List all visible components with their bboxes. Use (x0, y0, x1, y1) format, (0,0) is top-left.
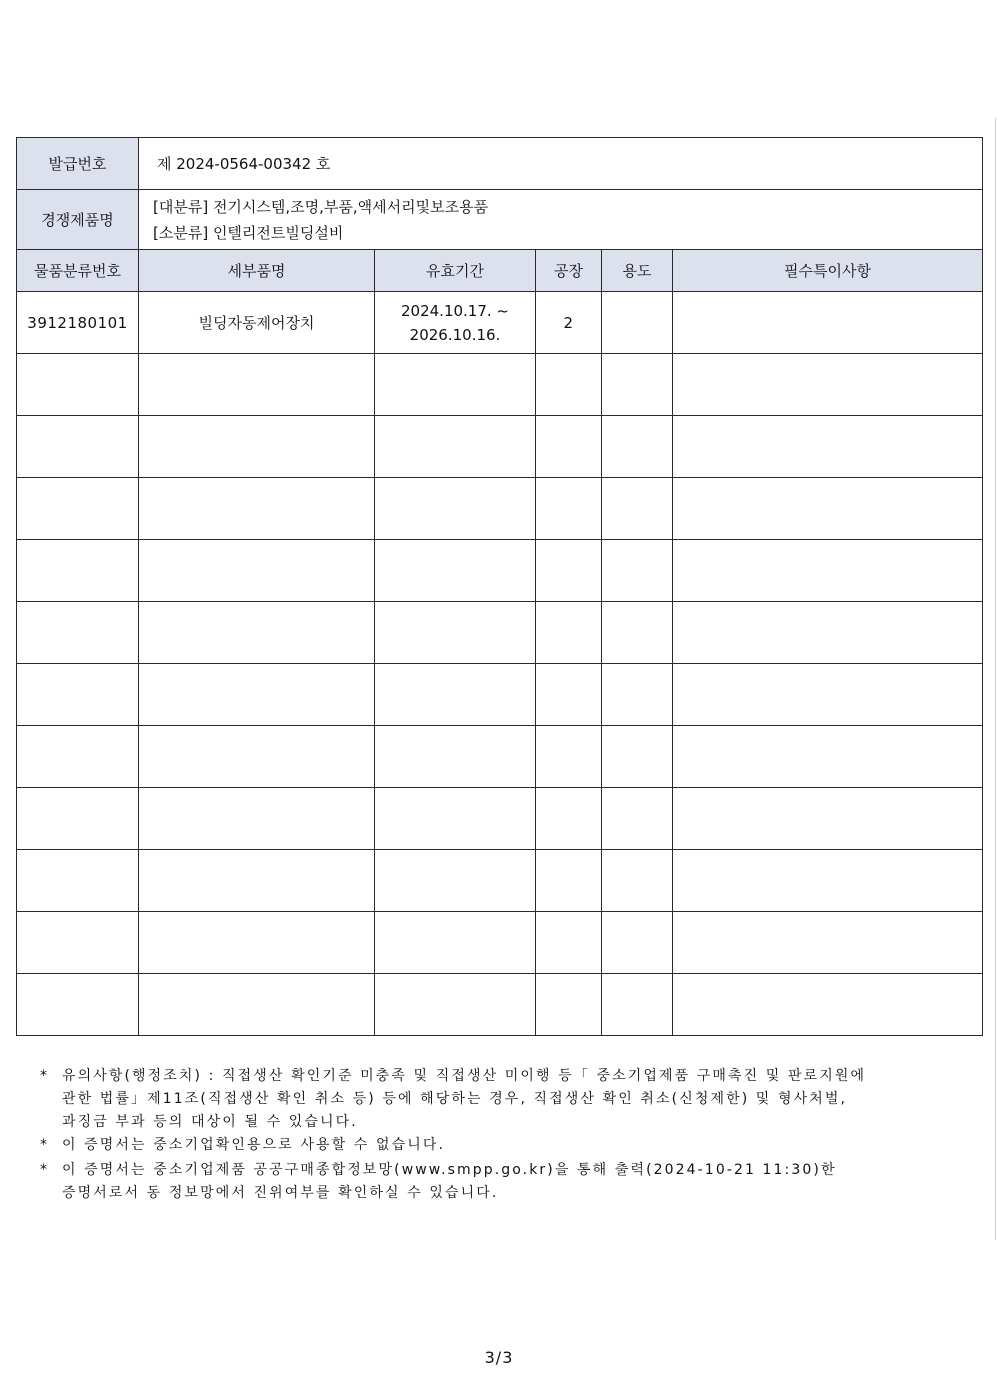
table-row-empty (17, 974, 983, 1036)
certificate-table (16, 137, 983, 1036)
note-bullet: * (40, 1162, 50, 1178)
product-major-category: [대분류] 전기시스템,조명,부품,액세서리및보조용품 (153, 197, 489, 216)
cell-notes (673, 292, 983, 354)
cell-usage (602, 292, 673, 354)
period-end: 2026.10.16. (409, 325, 501, 344)
page-edge-line (995, 118, 996, 1240)
table-row-empty (17, 602, 983, 664)
col-header-factory: 공장 (536, 250, 602, 292)
col-header-notes: 필수특이사항 (673, 250, 983, 292)
column-header-row (17, 250, 983, 292)
note-line: 관한 법률」제11조(직접생산 확인 취소 등) 등에 해당하는 경우, 직접생산 확인 취소(신청제한) 및 형사처벌, (62, 1091, 848, 1107)
cell-period (375, 292, 536, 354)
product-minor-category: [소분류] 인텔리전트빌딩설비 (153, 223, 344, 242)
table-row-empty (17, 540, 983, 602)
product-name-row (17, 190, 983, 250)
note-line: 증명서로서 동 정보망에서 진위여부를 확인하실 수 있습니다. (62, 1185, 499, 1201)
product-name-value (139, 190, 983, 250)
note-line: 이 증명서는 중소기업제품 공공구매종합정보망(www.smpp.go.kr)을 통해 출력(2024-10-21 11:30)한 (62, 1162, 837, 1178)
table-row-empty (17, 726, 983, 788)
note-line: 이 증명서는 중소기업확인용으로 사용할 수 없습니다. (62, 1137, 446, 1153)
table-row-empty (17, 850, 983, 912)
note-line: 유의사항(행정조치) : 직접생산 확인기준 미충족 및 직접생산 미이행 등「 중소기업제품 구매촉진 및 판로지원에 (62, 1068, 867, 1084)
issue-number-row (17, 138, 983, 190)
product-name-label: 경쟁제품명 (17, 190, 139, 250)
issue-number-value: 제 2024-0564-00342 호 (139, 138, 983, 190)
note-bullet: * (40, 1137, 50, 1153)
cell-item: 빌딩자동제어장치 (139, 292, 375, 354)
col-header-period: 유효기간 (375, 250, 536, 292)
table-row (17, 292, 983, 354)
table-row-empty (17, 664, 983, 726)
notes-section (40, 1065, 985, 1205)
period-start: 2024.10.17. ~ (401, 301, 509, 320)
note-bullet: * (40, 1068, 50, 1084)
note-usage-restriction (40, 1134, 985, 1157)
page-number: 3/3 (484, 1348, 514, 1367)
col-header-item: 세부품명 (139, 250, 375, 292)
table-row-empty (17, 478, 983, 540)
table-row-empty (17, 416, 983, 478)
issue-number-label: 발급번호 (17, 138, 139, 190)
cell-factory: 2 (536, 292, 602, 354)
note-administrative-action (40, 1065, 985, 1134)
table-row-empty (17, 912, 983, 974)
cell-code: 3912180101 (17, 292, 139, 354)
note-verification (40, 1159, 985, 1205)
note-line: 과징금 부과 등의 대상이 될 수 있습니다. (62, 1114, 358, 1130)
table-row-empty (17, 788, 983, 850)
col-header-code: 물품분류번호 (17, 250, 139, 292)
table-row-empty (17, 354, 983, 416)
col-header-usage: 용도 (602, 250, 673, 292)
